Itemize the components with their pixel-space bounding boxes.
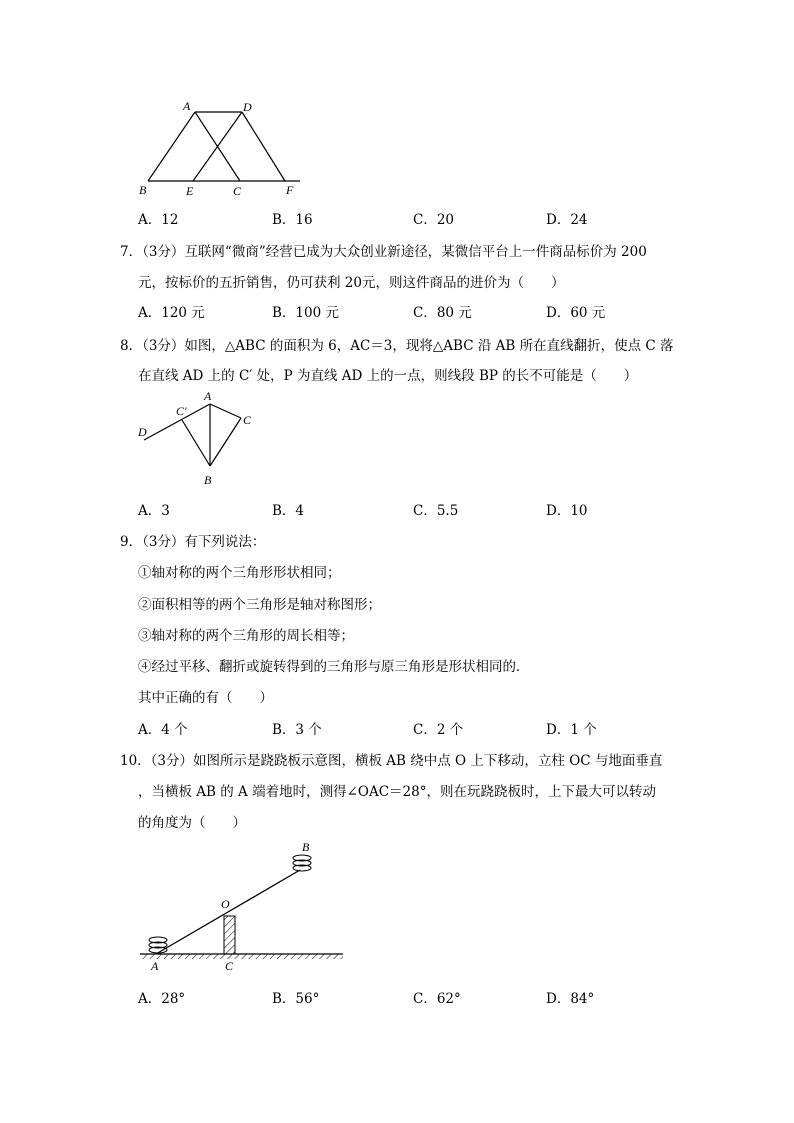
q7-option-d: D．60 元 [546,305,606,321]
q6-option-c: C．20 [413,212,455,228]
q6-label-e: E [186,184,194,198]
q8-text-line1: 8．（3分）如图，△ABC 的面积为 6，AC＝3，现将△ABC 沿 AB 所在直线翻折，使点 C 落 [120,338,674,354]
q8-label-b: B [204,473,212,487]
q10-label-c: C [225,959,234,973]
q8-label-d: D [138,425,147,439]
q9-option-b: B．3 个 [272,722,322,738]
q8-option-d: D．10 [546,503,588,519]
q9-ask: 其中正确的有（ ） [138,690,273,706]
q6-label-a: A [183,99,191,113]
q6-option-b: B．16 [272,212,313,228]
q9-statement-4: ④经过平移、翻折或旋转得到的三角形与原三角形是形状相同的． [138,659,530,675]
q7-text-line2: 元，按标价的五折销售，仍可获利 20元，则这件商品的进价为（ ） [138,275,565,291]
q9-option-a: A．4 个 [138,722,188,738]
q10-option-b: B．56° [272,991,320,1007]
q8-figure [136,388,276,488]
q6-label-b: B [139,183,147,197]
q8-option-b: B．4 [272,503,305,519]
q10-text-line2: ，当横板 AB 的 A 端着地时，测得∠OAC＝28°，则在玩跷跷板时，上下最大可以转动 [138,784,656,800]
q10-text-line3: 的角度为（ ） [138,815,246,831]
q10-label-o: O [221,897,230,911]
q10-seesaw-figure [138,836,348,976]
q8-option-c: C．5.5 [413,503,459,519]
q9-statement-1: ①轴对称的两个三角形形状相同； [138,565,341,581]
q8-label-cprime: C' [176,404,187,418]
q9-option-d: D．1 个 [546,722,597,738]
q6-label-c: C [233,184,242,198]
q8-text-line2: 在直线 AD 上的 C′ 处，P 为直线 AD 上的一点，则线段 BP 的长不可能是（ ） [138,368,638,384]
q9-text-line1: 9．（3分）有下列说法： [120,534,266,550]
q10-label-a: A [151,959,159,973]
q8-label-a: A [204,389,212,403]
q6-figure [135,98,305,198]
q6-label-d: D [243,100,252,114]
q6-option-a: A．12 [138,212,179,228]
q6-label-f: F [286,183,294,197]
q7-option-b: B．100 元 [272,305,339,321]
q10-option-c: C．62° [413,991,461,1007]
q6-option-d: D．24 [546,212,588,228]
q10-option-a: A．28° [138,991,186,1007]
q10-label-b: B [302,840,310,854]
q9-statement-3: ③轴对称的两个三角形的周长相等； [138,628,354,644]
q10-option-d: D．84° [546,991,595,1007]
q7-option-a: A．120 元 [138,305,205,321]
q9-statement-2: ②面积相等的两个三角形是轴对称图形； [138,597,381,613]
q8-label-c: C [243,413,252,427]
q7-text-line1: 7．（3分）互联网“微商”经营已成为大众创业新途径，某微信平台上一件商品标价为 200 [120,244,647,260]
q7-option-c: C．80 元 [413,305,472,321]
q10-text-line1: 10．（3分）如图所示是跷跷板示意图，横板 AB 绕中点 O 上下移动，立柱 OC 与地面垂直 [120,753,663,769]
q8-option-a: A．3 [138,503,170,519]
q9-option-c: C．2 个 [413,722,464,738]
